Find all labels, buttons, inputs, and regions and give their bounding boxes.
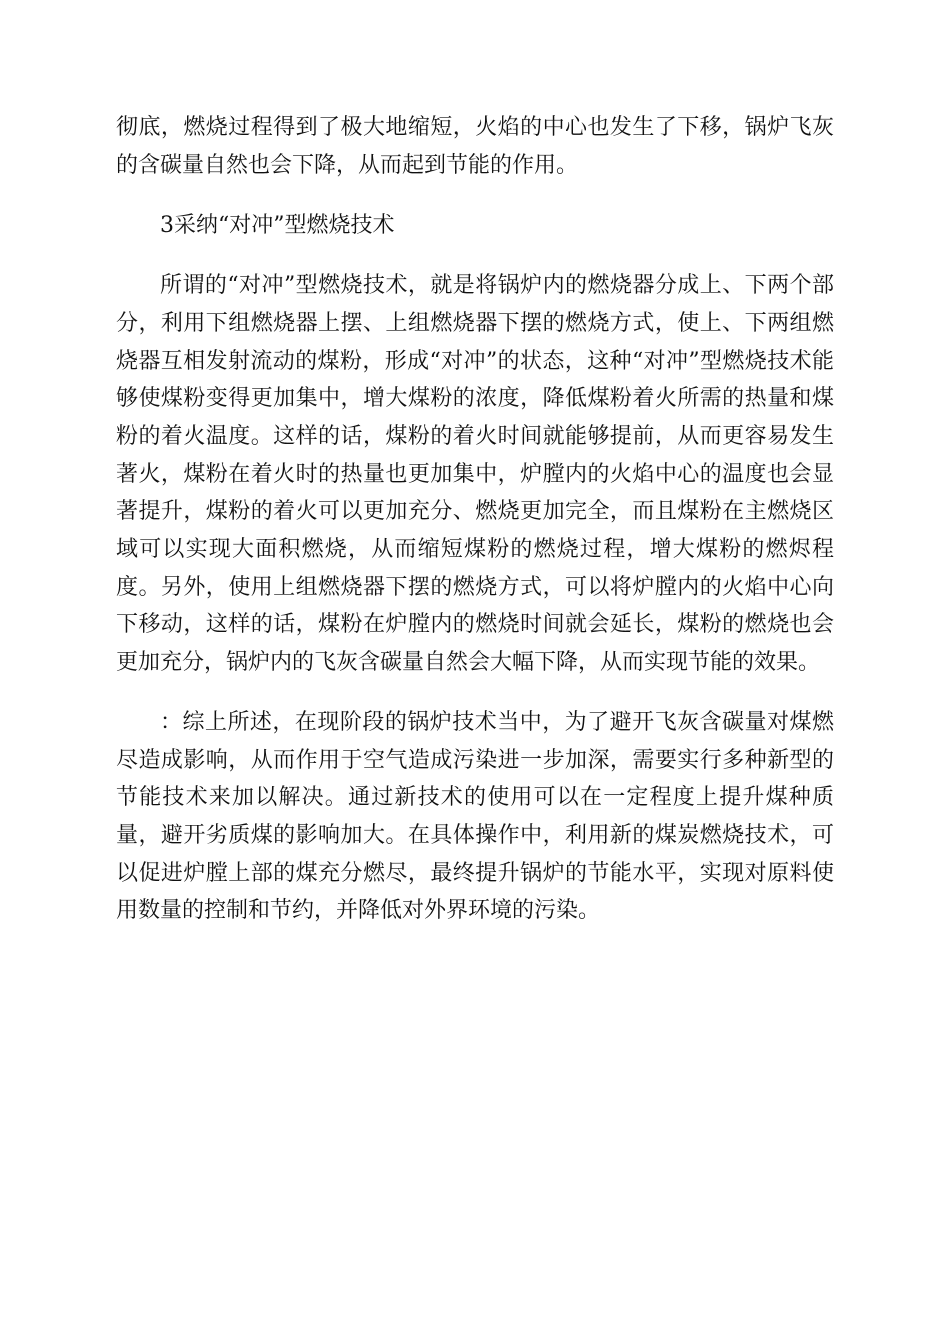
paragraph-hedging-combustion: 所谓的“对冲”型燃烧技术，就是将锅炉内的燃烧器分成上、下两个部分，利用下组燃烧器上摆、上组燃烧器下摆的燃烧方式，使上、下两组燃烧器互相发射流动的煤粉，形成“对冲”的状态，这种“对冲”型燃烧技术能够使煤粉变得更加集中，增大煤粉的浓度，降低煤粉着火所需的热量和煤粉的着火温度。这样的话，煤粉的着火时间就能够提前，从而更容易发生著火，煤粉在着火时的热量也更加集中，炉膛内的火焰中心的温度也会显著提升，煤粉的着火可以更加充分、燃烧更加完全，而且煤粉在主燃烧区域可以实现大面积燃烧，从而缩短煤粉的燃烧过程，增大煤粉的燃烬程度。另外，使用上组燃烧器下摆的燃烧方式，可以将炉膛内的火焰中心向下移动，这样的话，煤粉在炉膛内的燃烧时间就会延长，煤粉的燃烧也会更加充分，锅炉内的飞灰含碳量自然会大幅下降，从而实现节能的效果。: [116, 273, 834, 676]
document-body: [116, 109, 834, 930]
paragraph-conclusion: ：综上所述，在现阶段的锅炉技术当中，为了避开飞灰含碳量对煤燃尽造成影响，从而作用于空气造成污染进一步加深，需要实行多种新型的节能技术来加以解决。通过新技术的使用可以在一定程度上提升煤种质量，避开劣质煤的影响加大。在具体操作中，利用新的煤炭燃烧技术，可以促进炉膛上部的煤充分燃尽，最终提升锅炉的节能水平，实现对原料使用数量的控制和节约，并降低对外界环境的污染。: [116, 709, 834, 924]
paragraph-continuation: 彻底，燃烧过程得到了极大地缩短，火焰的中心也发生了下移，锅炉飞灰的含碳量自然也会下降，从而起到节能的作用。: [116, 115, 834, 178]
section-heading: 3采纳“对冲”型燃烧技术: [160, 213, 395, 239]
